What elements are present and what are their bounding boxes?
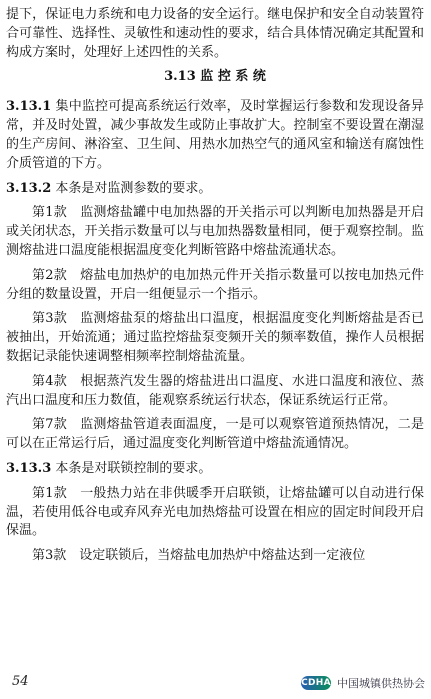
- logo-icon: CDHA: [301, 678, 331, 688]
- document-body: [6, 6, 424, 572]
- page-number: 54: [12, 674, 29, 689]
- item-paragraph-3: 第3款 监测熔盐泵的熔盐出口温度，根据温度变化判断熔盐是否已被抽出，开始流通；通过监控熔盐泵变频开关的频率数值，操作人员根据数据记录能快速调整相频率控制熔盐流量。: [6, 311, 424, 364]
- clause-3-13-1: [6, 98, 424, 173]
- interlock-paragraph-3: 第3款 设定联锁后，当熔盐电加热炉中熔盐达到一定液位: [32, 548, 366, 564]
- publisher-logo: [301, 675, 425, 691]
- clause-3-13-2: [6, 180, 424, 199]
- clause-text: 本条是对联锁控制的要求。: [55, 460, 212, 476]
- item-paragraph-4: 第4款 根据蒸汽发生器的熔盐进出口温度、水进口温度和液位、蒸汽出口温度和压力数值，能观察系统运行状态，保证系统运行正常。: [6, 373, 424, 408]
- section-heading: 3.13 监 控 系 统: [164, 69, 266, 85]
- clause-3-13-3: [6, 460, 424, 479]
- clause-number: 3.13.3: [6, 460, 52, 476]
- clause-text: 集中监控可提高系统运行效率，及时掌握运行参数和发现设备异常，并及时处置，减少事故发生或防止事故扩大。控制室不要设置在潮湿的生产房间、淋浴室、卫生间、用热水加热空气的通风室和输送有腐蚀性介质管道的下方。: [6, 99, 424, 171]
- clause-number: 3.13.2: [6, 180, 52, 196]
- item-paragraph-1: 第1款 监测熔盐罐中电加热器的开关指示可以判断电加热器是开启或关闭状态，开关指示数量可以与电加热器数量相同，便于观察控制。监测熔盐进口温度能根据温度变化判断管路中熔盐流通状态。: [6, 205, 424, 258]
- item-paragraph-2: 第2款 熔盐电加热炉的电加热元件开关指示数量可以按电加热元件分组的数量设置，开启一组便显示一个指示。: [6, 267, 424, 302]
- item-paragraph-7: 第7款 监测熔盐管道表面温度，一是可以观察管道预热情况，二是可以在正常运行后，通过温度变化判断管道中熔盐流通情况。: [6, 417, 424, 452]
- top-paragraph: 提下，保证电力系统和电力设备的安全运行。继电保护和安全自动装置符合可靠性、选择性、灵敏性和速动性的要求，结合具体情况确定其配置和构成方案时，处理好上述四性的关系。: [6, 7, 424, 60]
- clause-number: 3.13.1: [6, 99, 52, 115]
- publisher-name: 中国城镇供热协会: [337, 677, 425, 690]
- interlock-paragraph-1: 第1款 一般热力站在非供暖季开启联锁，让熔盐罐可以自动进行保温，若使用低谷电或弃风弃光电加热熔盐可设置在相应的固定时间段开启保温。: [6, 485, 424, 539]
- clause-text: 本条是对监测参数的要求。: [55, 180, 212, 196]
